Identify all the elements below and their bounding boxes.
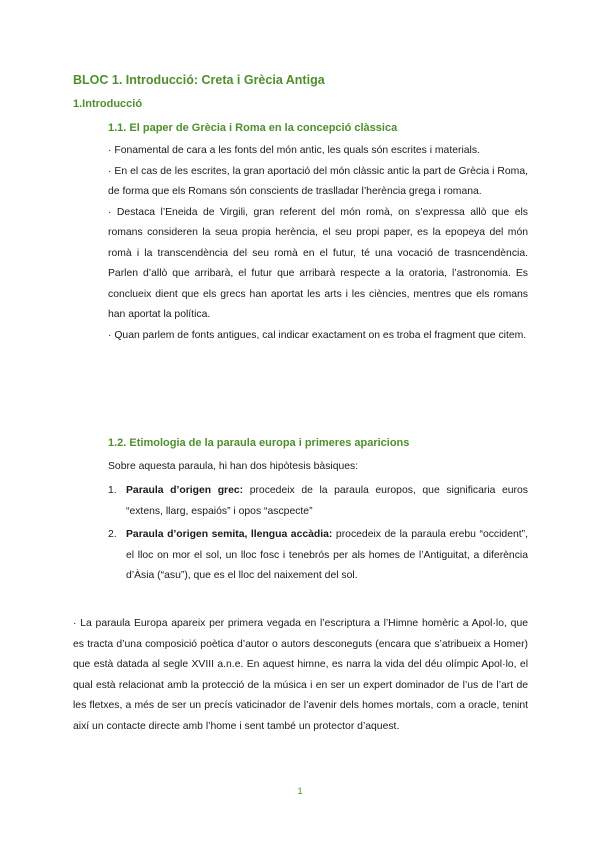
list-item-text: procedeix de la paraula erebu “occident”, el lloc on mor el sol, un lloc fosc i tenebrós per als homes de l’Antiguitat, a diferència d’Àsia (“asu”), que es el lloc del naixement del sol. (126, 529, 528, 581)
list-item-text: procedeix de la paraula europos, que significaria euros “extens, llarg, espaiós” i opos “ascpecte” (126, 485, 528, 517)
paragraph: · La paraula Europa apareix per primera vegada en l’escriptura a l’Himne homèric a Apol·lo, que es tracta d’una composició poètica d’autor o autors desconeguts (encara que s’atribueix a Homer) que està datada al segle XVIII a.n.e. En aquest himne, es narra la vida del déu olímpic Apol·lo, el qual està relacionat amb la protecció de la música i en ser un expert dominador de l’us de l’art de les fletxes, a més de ser un precís vaticinador de l’avenir dels homes mortals, com a oracle, tenint així un contacte directe amb l’home i sent també un protector d’aquest. (73, 618, 528, 732)
list-number: 1. (108, 485, 117, 496)
paragraph: · Quan parlem de fonts antigues, cal indicar exactament on es troba el fragment que citem. (108, 329, 527, 341)
document-title: BLOC 1. Introducció: Creta i Grècia Antiga (73, 73, 325, 87)
subsection-2-intro: Sobre aquesta paraula, hi han dos hipòtesis bàsiques: (108, 461, 359, 472)
paragraph: · Destaca l’Eneida de Virgili, gran referent del món romà, on s’expressa allò que els romans consideren la seua propia herència, el seu propi paper, es la epopeya del món romà i la transcendència del seu romà en el futur, té una vocació de trasncendència. Parlen d’allò que arribarà, el futur que arribarà respecte a la oratoria, l’astronomia. Es conclueix dient que els grecs han aportat les arts i les ciències, mentres que els romans han aportat la política. (108, 206, 528, 320)
subsection-1-body (108, 141, 528, 346)
list-item-lead: Paraula d’origen grec: (126, 485, 244, 496)
subsection-2-heading: 1.2. Etimologia de la paraula europa i primeres aparicions (108, 437, 410, 449)
list-number: 2. (108, 529, 117, 540)
paragraph: · Fonamental de cara a les fonts del món antic, les quals són escrites i materials. (108, 145, 480, 156)
subsection-2-body (73, 614, 528, 737)
paragraph: · En el cas de les escrites, la gran aportació del món clàssic antic la part de Grècia i Roma, de forma que els Romans són conscients de traslladar l’herència grega i romana. (108, 165, 528, 197)
list-item-lead: Paraula d’origen semita, llengua accàdia: (126, 529, 333, 540)
section-heading: 1.Introducció (73, 98, 143, 110)
list-item (108, 481, 528, 522)
page-number: 1 (297, 786, 303, 796)
list-item (108, 525, 528, 587)
subsection-1-heading: 1.1. El paper de Grècia i Roma en la concepció clàssica (108, 122, 398, 134)
